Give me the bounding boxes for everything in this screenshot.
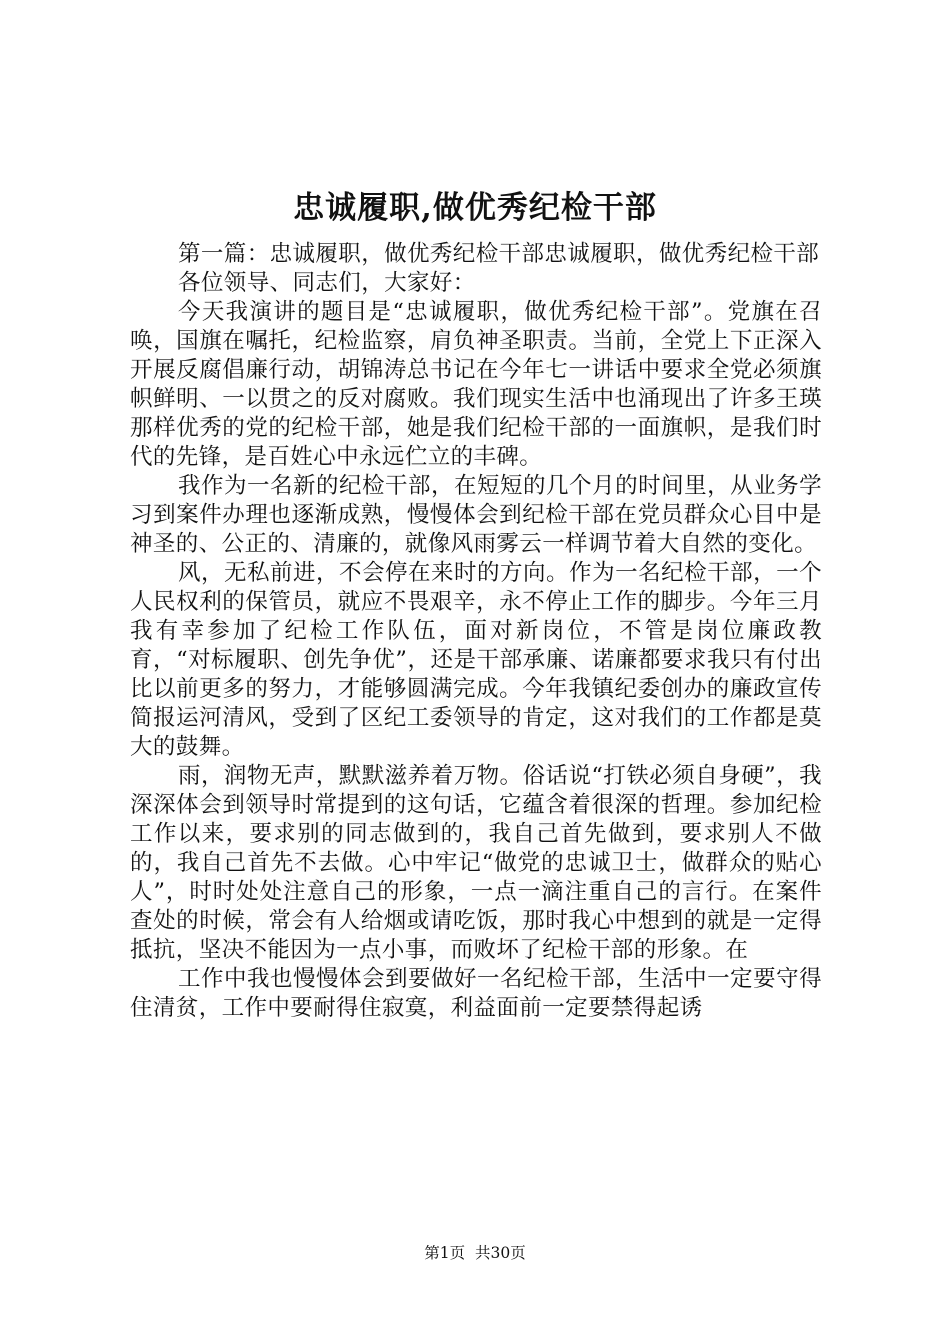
page-total: 共30页	[475, 1244, 526, 1262]
page-number: 第1页	[424, 1244, 466, 1262]
paragraph: 今天我演讲的题目是“忠诚履职，做优秀纪检干部”。党旗在召唤，国旗在嘱托，纪检监察，肩负神圣职责。当前，全党上下正深入开展反腐倡廉行动，胡锦涛总书记在今年七一讲话中要求全党必须旗帜鲜明、一以贯之的反对腐败。我们现实生活中也涌现出了许多王瑛那样优秀的党的纪检干部，她是我们纪检干部的一面旗帜，是我们时代的先锋，是百姓心中永远伫立的丰碑。	[130, 299, 822, 470]
document-body	[130, 240, 822, 1023]
page-footer	[0, 1243, 950, 1263]
paragraph: 风，无私前进，不会停在来时的方向。作为一名纪检干部，一个人民权利的保管员，就应不畏艰辛，永不停止工作的脚步。今年三月我有幸参加了纪检工作队伍，面对新岗位，不管是岗位廉政教育，“对标履职、创先争优”，还是干部承廉、诺廉都要求我只有付出比以前更多的努力，才能够圆满完成。今年我镇纪委创办的廉政宣传简报运河清风，受到了区纪工委领导的肯定，这对我们的工作都是莫大的鼓舞。	[130, 560, 822, 760]
paragraph: 第一篇：忠诚履职，做优秀纪检干部忠诚履职，做优秀纪检干部	[178, 241, 820, 267]
paragraph: 工作中我也慢慢体会到要做好一名纪检干部，生活中一定要守得住清贫，工作中要耐得住寂寞，利益面前一定要禁得起诱	[130, 966, 822, 1021]
paragraph: 我作为一名新的纪检干部，在短短的几个月的时间里，从业务学习到案件办理也逐渐成熟，慢慢体会到纪检干部在党员群众心目中是神圣的、公正的、清廉的，就像风雨雾云一样调节着大自然的变化。	[130, 473, 822, 557]
paragraph: 雨，润物无声，默默滋养着万物。俗话说“打铁必须自身硬”，我深深体会到领导时常提到的这句话，它蕴含着很深的哲理。参加纪检工作以来，要求别的同志做到的，我自己首先做到，要求别人不做的，我自己首先不去做。心中牢记“做党的忠诚卫士，做群众的贴心人”，时时处处注意自己的形象，一点一滴注重自己的言行。在案件查处的时候，常会有人给烟或请吃饭，那时我心中想到的就是一定得抵抗，坚决不能因为一点小事，而败坏了纪检干部的形象。在	[130, 763, 822, 963]
document-title: 忠诚履职,做优秀纪检干部	[293, 190, 657, 226]
paragraph: 各位领导、同志们，大家好：	[178, 270, 476, 296]
